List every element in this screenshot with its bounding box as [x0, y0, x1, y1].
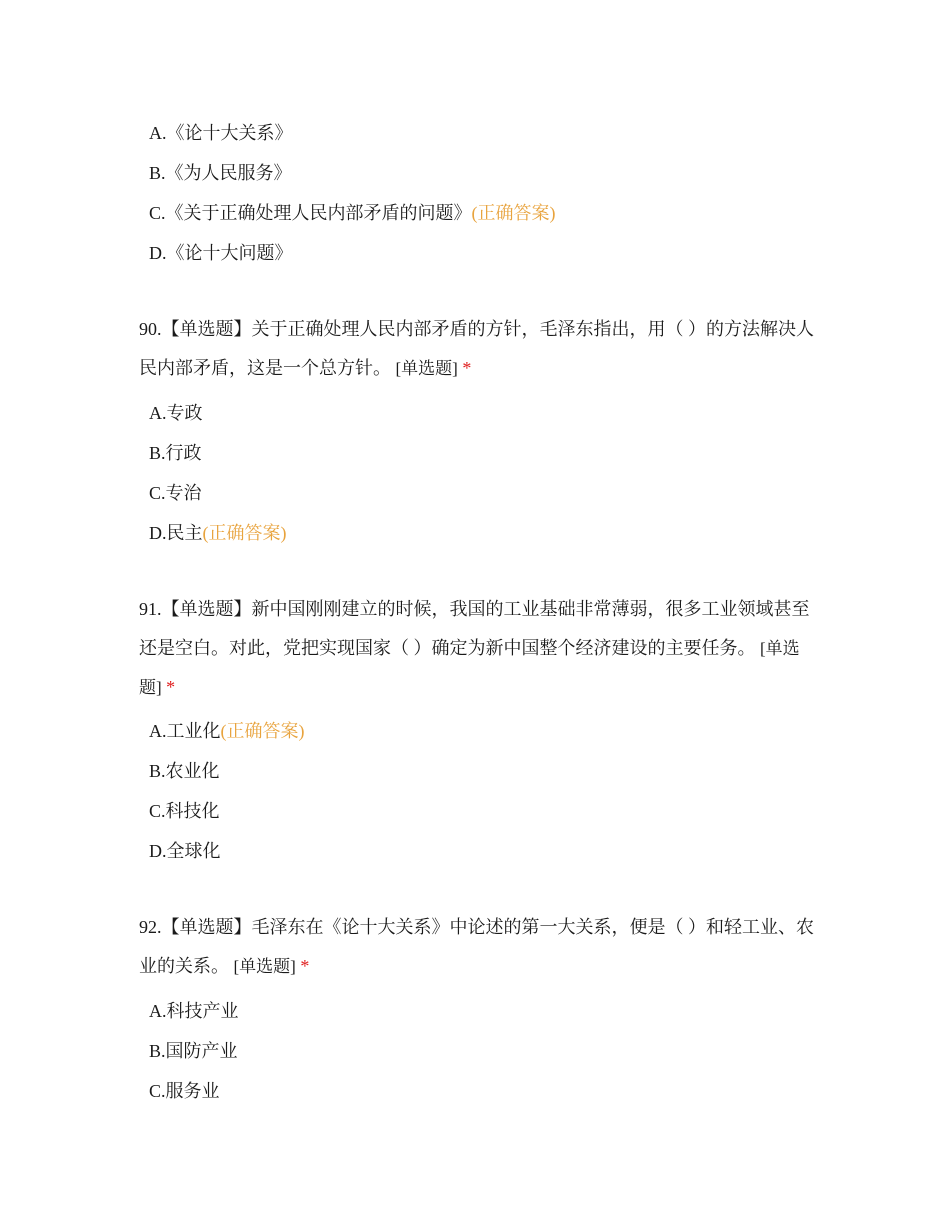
option-c: C.服务业 — [149, 1081, 220, 1101]
question-type-tag: [单选题] — [139, 638, 800, 697]
option-b: B.行政 — [149, 443, 202, 463]
option-b: B.国防产业 — [149, 1041, 238, 1061]
option-c: C.专治 — [149, 483, 202, 503]
option-d: D.民主(正确答案) — [149, 523, 287, 543]
option-list — [149, 113, 556, 273]
option-list — [149, 393, 287, 553]
correct-answer-mark: (正确答案) — [471, 203, 556, 223]
option-d: D.《论十大问题》 — [149, 243, 293, 263]
option-d: D.全球化 — [149, 841, 221, 861]
question-text: 91.【单选题】新中国刚刚建立的时候，我国的工业基础非常薄弱，很多工业领域甚至还是空白。对此，党把实现国家（ ）确定为新中国整个经济建设的主要任务。 — [139, 599, 810, 658]
option-a: A.科技产业 — [149, 1001, 239, 1021]
option-a: A.专政 — [149, 403, 203, 423]
correct-answer-mark: (正确答案) — [202, 523, 287, 543]
question-91 — [139, 590, 819, 708]
question-92 — [139, 908, 819, 986]
option-list — [149, 711, 305, 871]
option-c: C.科技化 — [149, 801, 220, 821]
option-a: A.《论十大关系》 — [149, 123, 293, 143]
option-a: A.工业化(正确答案) — [149, 721, 305, 741]
question-text: 92.【单选题】毛泽东在《论十大关系》中论述的第一大关系，便是（ ）和轻工业、农业的关系。 — [139, 917, 814, 976]
question-type-tag: [单选题] — [233, 956, 296, 976]
option-c: C.《关于正确处理人民内部矛盾的问题》(正确答案) — [149, 203, 556, 223]
question-text: 90.【单选题】关于正确处理人民内部矛盾的方针，毛泽东指出，用（ ）的方法解决人民内部矛盾，这是一个总方针。 — [139, 319, 814, 378]
required-marker: * — [166, 677, 176, 697]
correct-answer-mark: (正确答案) — [220, 721, 305, 741]
question-90 — [139, 310, 819, 388]
option-b: B.《为人民服务》 — [149, 163, 292, 183]
option-list — [149, 991, 239, 1111]
option-b: B.农业化 — [149, 761, 220, 781]
required-marker: * — [300, 955, 310, 976]
required-marker: * — [462, 357, 472, 378]
question-type-tag: [单选题] — [395, 358, 458, 378]
